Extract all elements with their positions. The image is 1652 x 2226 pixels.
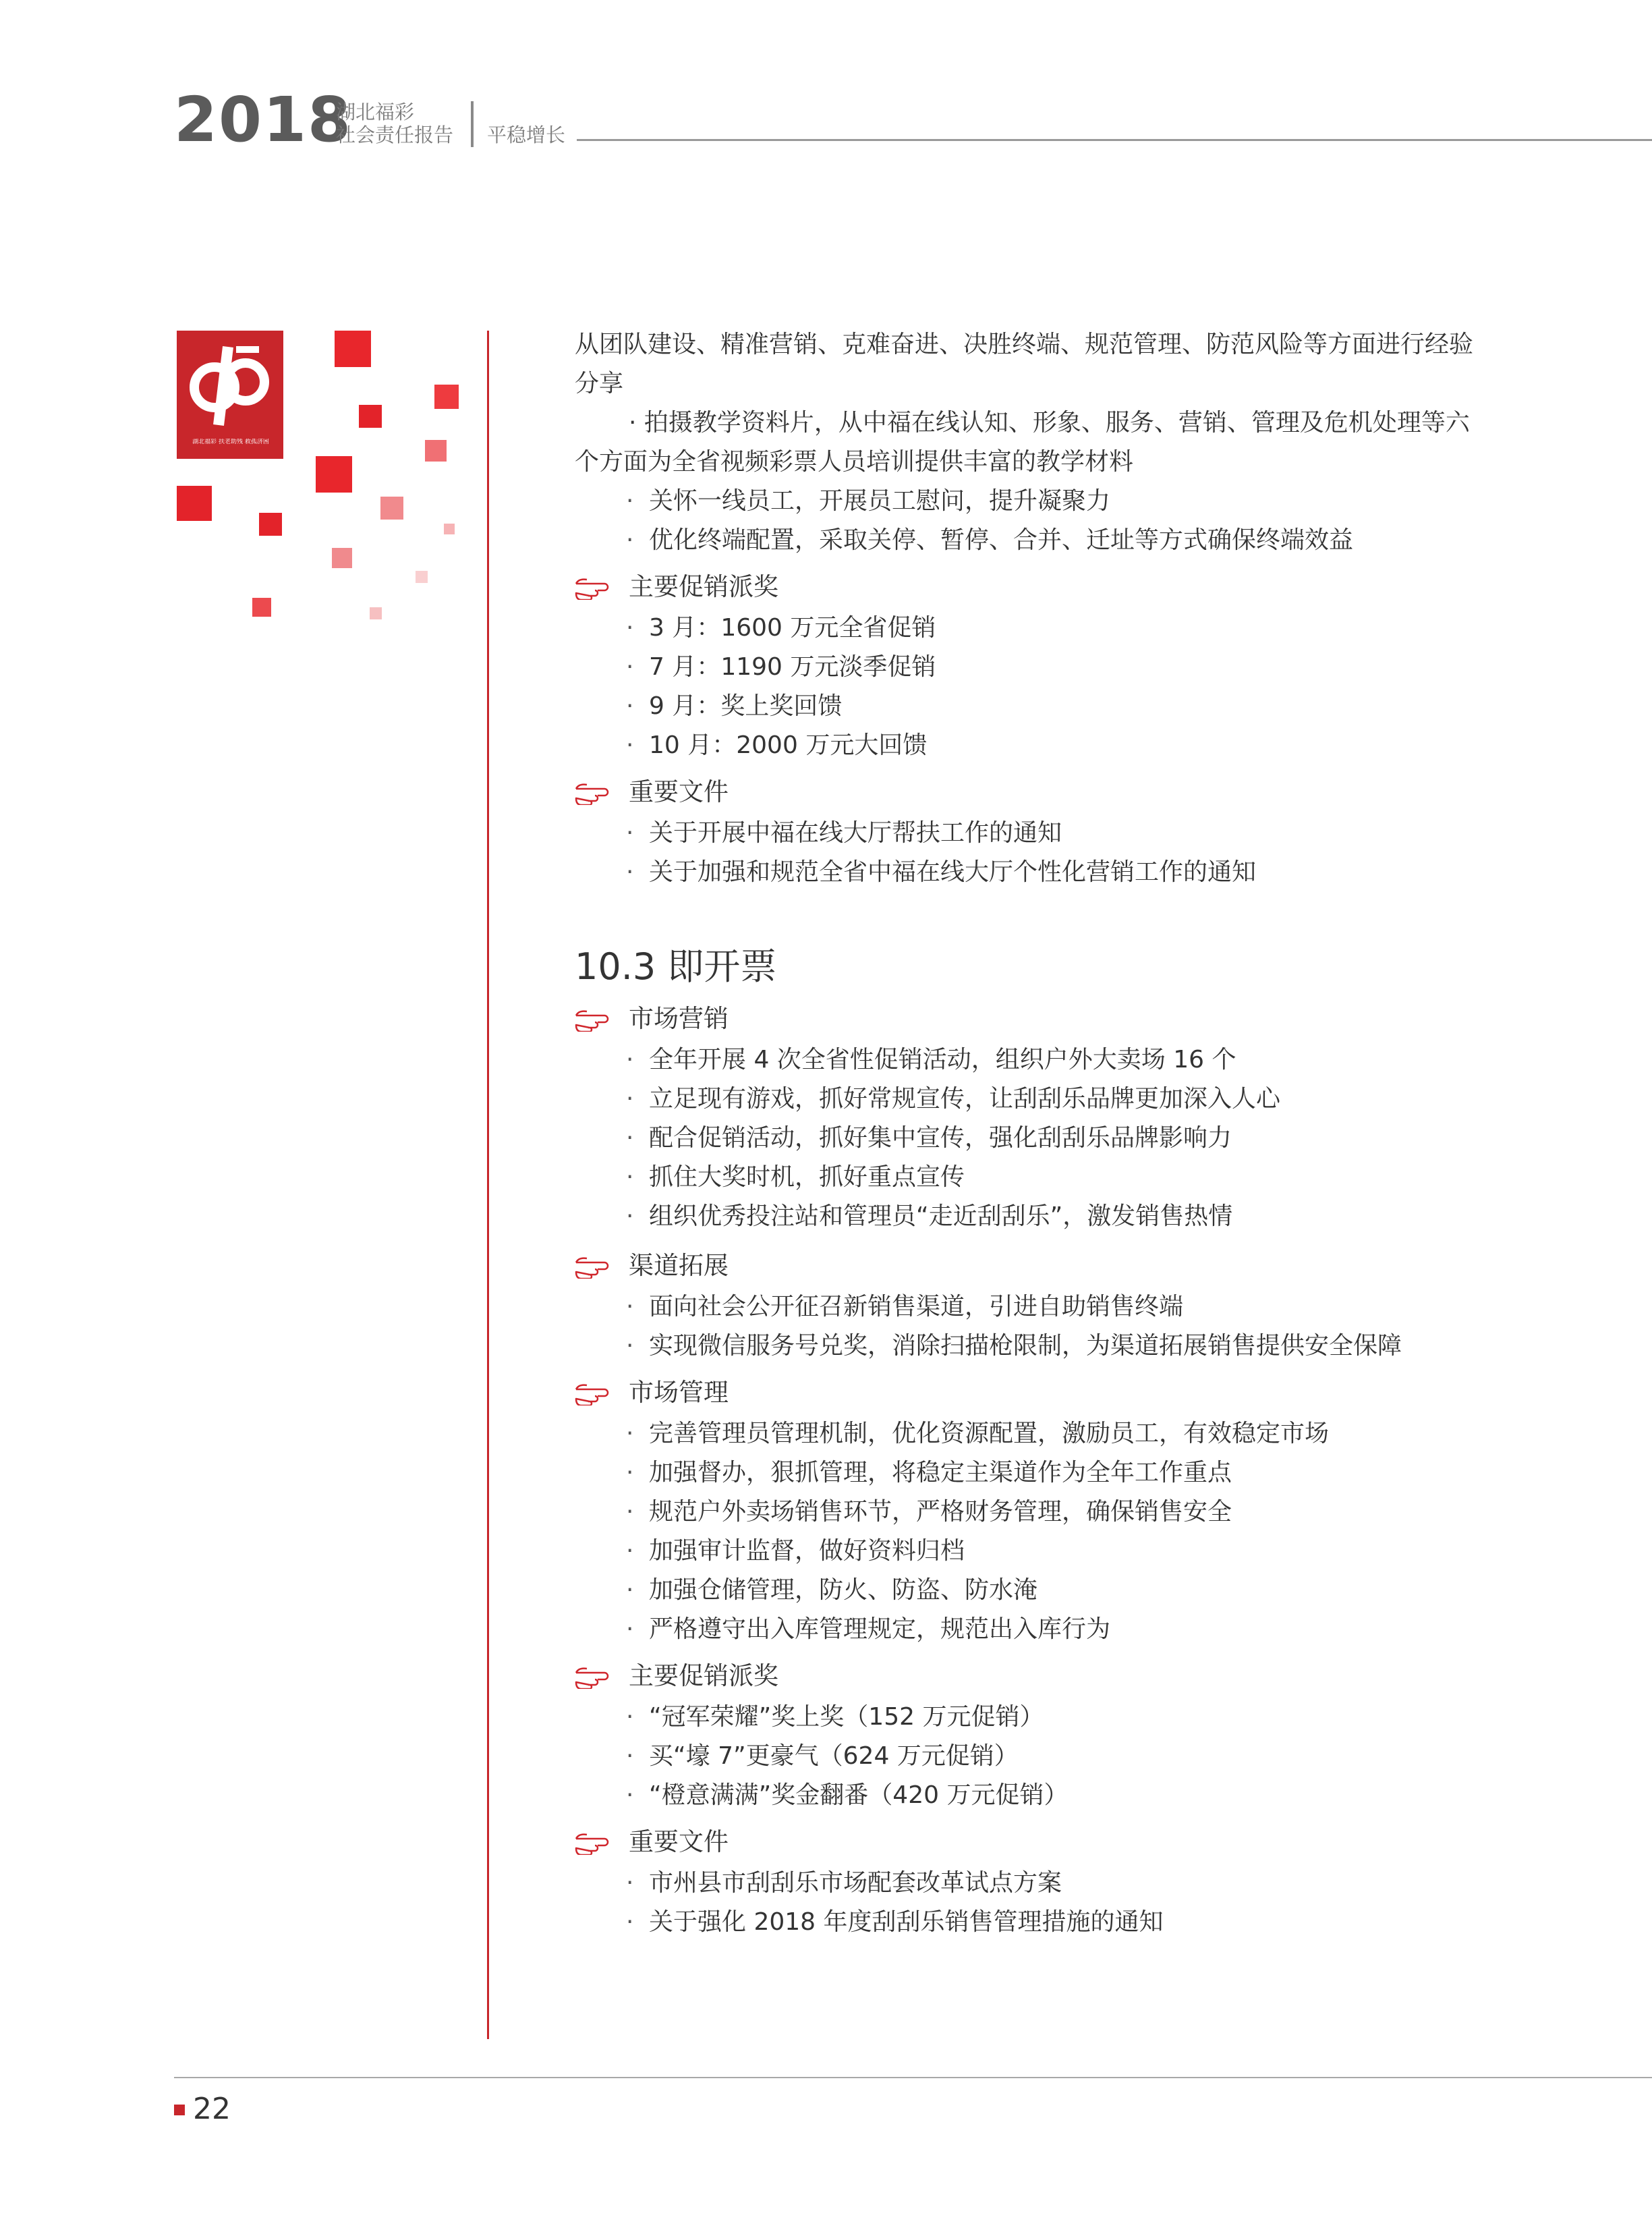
pointing-hand-icon [575,1009,629,1032]
subheading-marketing: 市场营销 [575,999,729,1039]
subheading-promo: 主要促销派奖 [575,1656,778,1696]
deco-square [332,548,352,568]
list-item: · 加强仓储管理，防火、防盗、防水淹 [626,1576,1038,1604]
deco-square [370,607,382,619]
pointing-hand-icon [575,1832,629,1855]
page-number: 22 [193,2092,231,2126]
list-item: · 7 月：1190 万元淡季促销 [626,653,936,681]
pointing-hand-icon [575,782,629,805]
pointing-hand-icon [575,1256,629,1279]
deco-square [425,440,447,462]
list-item: · 完善管理员管理机制，优化资源配置，激励员工，有效稳定市场 [626,1420,1330,1447]
list-item: · 关于强化 2018 年度刮刮乐销售管理措施的通知 [626,1908,1164,1936]
list-item: · 关怀一线员工，开展员工慰问，提升凝聚力 [626,487,1111,515]
list-item: · 10 月：2000 万元大回馈 [626,731,928,759]
subheading-documents: 重要文件 [575,1822,729,1862]
list-item: · 市州县市刮刮乐市场配套改革试点方案 [626,1869,1062,1897]
welfare-lottery-logo [177,331,283,459]
footer-rule [174,2077,1652,2078]
intro-paragraph: · 拍摄教学资料片，从中福在线认知、形象、服务、营销、管理及危机处理等六个方面为全省视频彩票人员培训提供丰富的教学材料 [575,409,1470,476]
header-section: 平稳增长 [487,123,566,146]
list-item: · 组织优秀投注站和管理员“走近刮刮乐”，激发销售热情 [626,1202,1233,1230]
list-item: · 配合促销活动，抓好集中宣传，强化刮刮乐品牌影响力 [626,1124,1232,1152]
list-item: · 9 月：奖上奖回馈 [626,692,843,720]
list-item: · 严格遵守出入库管理规定，规范出入库行为 [626,1615,1111,1643]
deco-square [434,385,459,409]
header-rule [577,139,1652,141]
content-divider-line [487,331,489,2039]
deco-square [380,497,403,520]
list-item: · 关于开展中福在线大厅帮扶工作的通知 [626,819,1062,847]
deco-square [177,486,212,521]
list-item: · 优化终端配置，采取关停、暂停、合并、迁址等方式确保终端效益 [626,526,1354,554]
deco-square [252,598,271,617]
deco-square [359,405,382,428]
deco-square [259,513,282,536]
list-item: · 规范户外卖场销售环节，严格财务管理，确保销售安全 [626,1498,1232,1526]
header-org: 湖北福彩 [336,101,415,123]
list-item: · 面向社会公开征召新销售渠道，引进自助销售终端 [626,1293,1184,1320]
intro-paragraph: 从团队建设、精准营销、克难奋进、决胜终端、规范管理、防范风险等方面进行经验分享 [575,331,1474,397]
footer-marker [174,2105,185,2115]
subheading-management: 市场管理 [575,1372,729,1413]
report-year: 2018 [174,84,353,156]
subheading-promo: 主要促销派奖 [575,567,778,607]
list-item: · 实现微信服务号兑奖，消除扫描枪限制，为渠道拓展销售提供安全保障 [626,1332,1402,1360]
list-item: · “冠军荣耀”奖上奖（152 万元促销） [626,1703,1044,1731]
list-item: · 抓住大奖时机，抓好重点宣传 [626,1163,965,1191]
list-item: · 3 月：1600 万元全省促销 [626,614,936,642]
header-report-title: 社会责任报告 [336,123,454,146]
subheading-channel: 渠道拓展 [575,1246,729,1286]
deco-square [444,524,455,534]
list-item: · 加强审计监督，做好资料归档 [626,1537,965,1565]
list-item: · 全年开展 4 次全省性促销活动，组织户外大卖场 16 个 [626,1046,1236,1074]
pointing-hand-icon [575,577,629,600]
list-item: · 立足现有游戏，抓好常规宣传，让刮刮乐品牌更加深入人心 [626,1085,1281,1113]
list-item: · “橙意满满”奖金翻番（420 万元促销） [626,1781,1069,1809]
list-item: · 买“壕 7”更豪气（624 万元促销） [626,1742,1019,1770]
section-title: 10.3 即开票 [575,945,777,988]
logo-motto: 湖北福彩 扶老助残 救孤济困 [192,439,269,445]
pointing-hand-icon [575,1383,629,1406]
lottery-logo-icon [189,343,271,429]
pointing-hand-icon [575,1666,629,1689]
header-divider [471,101,474,147]
list-item: · 加强督办，狠抓管理，将稳定主渠道作为全年工作重点 [626,1459,1232,1486]
deco-square [416,571,428,583]
deco-square [335,331,371,367]
list-item: · 关于加强和规范全省中福在线大厅个性化营销工作的通知 [626,858,1257,886]
deco-square [316,456,352,493]
subheading-documents: 重要文件 [575,772,729,812]
